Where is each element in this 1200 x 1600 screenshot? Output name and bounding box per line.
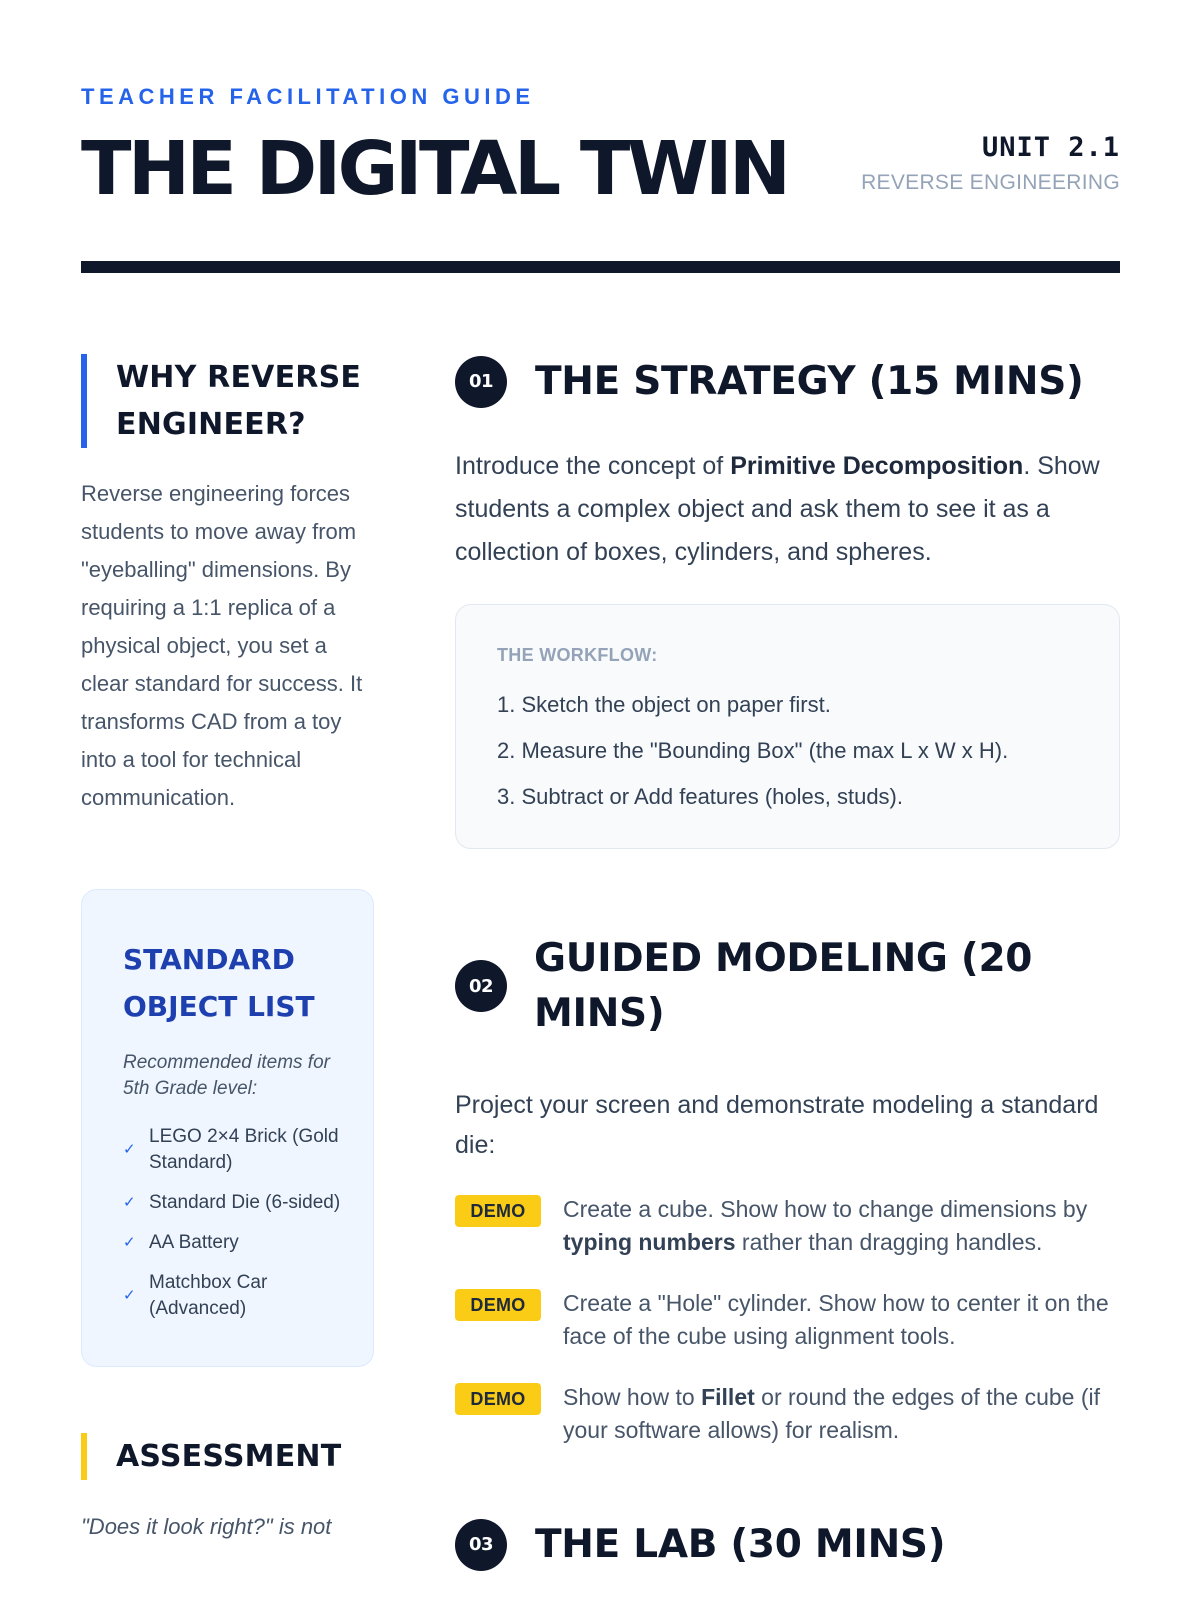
object-list-heading bbox=[123, 936, 345, 1030]
section-guided-modeling bbox=[455, 931, 1120, 1447]
demo-badge: DEMO bbox=[455, 1383, 541, 1415]
strategy-body-emphasis: Primitive Decomposition bbox=[730, 452, 1024, 480]
workflow-label: THE WORKFLOW: bbox=[497, 645, 658, 665]
strategy-body bbox=[455, 445, 1120, 574]
main-content bbox=[455, 354, 1120, 1572]
section-header bbox=[455, 354, 1120, 409]
demo-text-end: or round the edges of the cube (if your software allows) for realism. bbox=[563, 1384, 1100, 1443]
section-header bbox=[455, 1517, 1120, 1572]
demo-text-end: rather than dragging handles. bbox=[735, 1229, 1043, 1255]
unit-subtitle: REVERSE ENGINEERING bbox=[861, 171, 1120, 194]
object-list-note: Recommended items for 5th Grade level: bbox=[123, 1052, 330, 1099]
why-heading-line1: WHY REVERSE bbox=[116, 360, 362, 395]
section-strategy bbox=[455, 354, 1120, 849]
demo-item bbox=[455, 1193, 1120, 1259]
object-item-label: LEGO 2×4 Brick (Gold Standard) bbox=[149, 1126, 339, 1173]
list-item bbox=[123, 1230, 345, 1256]
section-lab bbox=[455, 1517, 1120, 1572]
demo-text-start: Create a "Hole" cylinder. Show how to center it on the face of the cube using alignment tools. bbox=[563, 1290, 1109, 1349]
object-checklist bbox=[123, 1124, 345, 1322]
strategy-body-text-end: . Show students a complex object and ask them to see it as a collection of boxes, cylinders, and spheres. bbox=[455, 452, 1100, 566]
workflow-steps bbox=[497, 692, 1079, 810]
section-number-badge: 02 bbox=[455, 960, 507, 1012]
check-icon: ✓ bbox=[123, 1287, 136, 1304]
demo-item bbox=[455, 1287, 1120, 1353]
demo-text bbox=[563, 1193, 1120, 1259]
strategy-body-text: Introduce the concept of bbox=[455, 452, 731, 480]
check-icon: ✓ bbox=[123, 1234, 136, 1251]
object-list-card bbox=[81, 889, 374, 1367]
list-item bbox=[123, 1190, 345, 1216]
list-item bbox=[123, 1270, 345, 1322]
demo-text bbox=[563, 1381, 1120, 1447]
unit-code: UNIT 2.1 bbox=[981, 132, 1120, 163]
check-icon: ✓ bbox=[123, 1141, 136, 1158]
check-icon: ✓ bbox=[123, 1194, 136, 1211]
demo-text-emphasis: Fillet bbox=[701, 1384, 755, 1410]
workflow-step: 1. Sketch the object on paper first. bbox=[497, 692, 831, 717]
section-number-badge: 01 bbox=[455, 356, 507, 408]
section-header bbox=[455, 931, 1120, 1041]
section-title: THE STRATEGY (15 MINS) bbox=[535, 359, 1084, 404]
unit-block bbox=[861, 132, 1120, 195]
demo-item bbox=[455, 1381, 1120, 1447]
section-title: THE LAB (30 MINS) bbox=[535, 1522, 946, 1567]
workflow-step: 3. Subtract or Add features (holes, studs). bbox=[497, 784, 903, 809]
assessment-quote: "Does it look right?" is not bbox=[81, 1514, 332, 1539]
guide-kicker: TEACHER FACILITATION GUIDE bbox=[81, 84, 535, 109]
why-heading-line2: ENGINEER? bbox=[116, 407, 306, 442]
section-title: GUIDED MODELING (20 MINS) bbox=[534, 936, 1033, 1036]
object-item-label: Matchbox Car (Advanced) bbox=[149, 1272, 268, 1319]
demo-text-start: Create a cube. Show how to change dimensions by bbox=[563, 1196, 1088, 1222]
section-number-badge: 03 bbox=[455, 1519, 507, 1571]
object-list-heading-line1: STANDARD bbox=[123, 943, 295, 976]
workflow-box bbox=[455, 604, 1120, 849]
demo-badge: DEMO bbox=[455, 1195, 541, 1227]
object-list-heading-line2: OBJECT LIST bbox=[123, 990, 315, 1023]
demo-text-start: Show how to bbox=[563, 1384, 702, 1410]
page-title: THE DIGITAL TWIN bbox=[81, 126, 788, 212]
why-body: Reverse engineering forces students to move away from "eyeballing" dimensions. By requiring a 1:1 replica of a physical object, you set a clear standard for success. It transforms CAD from a toy into a tool for technical communication. bbox=[81, 481, 363, 810]
demo-text-emphasis: typing numbers bbox=[563, 1229, 736, 1255]
object-item-label: AA Battery bbox=[149, 1232, 239, 1253]
sidebar bbox=[81, 354, 374, 1540]
header-divider bbox=[81, 261, 1120, 273]
assessment-heading: ASSESSMENT bbox=[81, 1433, 374, 1480]
object-item-label: Standard Die (6-sided) bbox=[149, 1192, 341, 1213]
guided-body: Project your screen and demonstrate modeling a standard die: bbox=[455, 1091, 1099, 1159]
workflow-step: 2. Measure the "Bounding Box" (the max L x W x H). bbox=[497, 738, 1009, 763]
guide-page bbox=[81, 0, 1120, 1600]
list-item bbox=[123, 1124, 345, 1176]
why-heading bbox=[81, 354, 374, 448]
demo-text bbox=[563, 1287, 1120, 1353]
demo-badge: DEMO bbox=[455, 1289, 541, 1321]
